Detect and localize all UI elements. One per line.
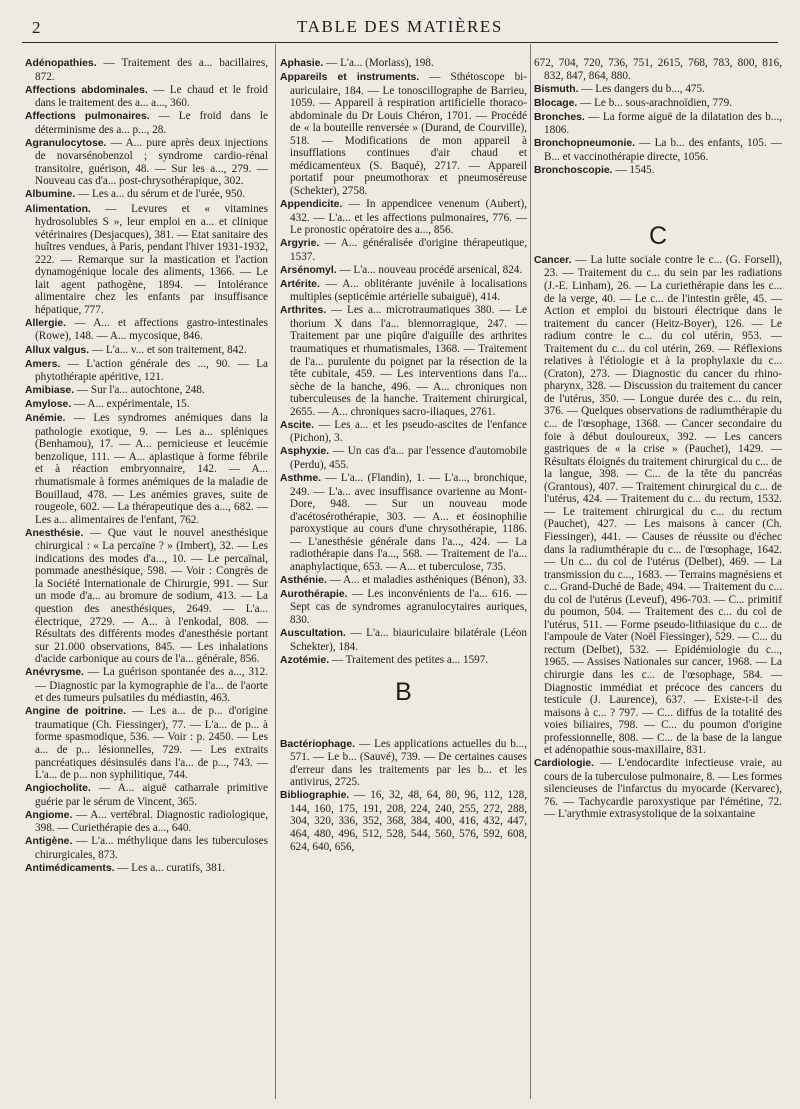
- entry-headword: Affections pulmonaires.: [25, 111, 150, 123]
- entry-text: — La b... des enfants, 105. — B... et vaccinothérapie directe, 1056.: [544, 137, 782, 163]
- entry-text: — Le b... sous-arachnoïdien, 779.: [577, 96, 733, 109]
- entry-text: — La forme aiguë de la dilatation des b..., 1806.: [544, 110, 782, 137]
- entry-text: — La lutte sociale contre le c... (G. Forsell), 23. — Traitement du c... du sein par les radiations (J.-E. Linham), 26. — La curiethérapie dans les c... de la verge, 40. — Le c... de l'intestin grêle, 45. — Action et emploi du bistouri électrique dans le traitement du cancer (Heitz-Boyer), 126. — Le radium contre le c... du col utérin, 953. — Traitement du c... du col utérin, 269. — Réflexions relatives à l'étiologie et à la prophylaxie du c... (Craton), 273. — Diagnostic du cancer du rhino-pharynx, 328. — Discussion du traitement du cancer de l'utérus, 350. — Longue durée des c... du rein, 376. — Quelques observations de radiumthérapie du c... de l'œsophage, 1368. — Cancer secondaire du foie à début douloureux, 392. — Les cancers gastriques de « la crise » (Pauchet), 1429. — Résultats éloignés du traitement chirurgical du c... de la langue, 398. — C... de la tête du pancréas (Grantous), 407. — Traitement chirurgical du c... de l'utérus, 424. — Traitement du c... du rectum, 1532. — Le traitement chirurgical du c... du rectum (Pauchet), 427. — Les maisons à cancer (Ch. Fiessinger), 441. — Causes de réussite ou d'échec dans la radiumthérapie du c... de l'œsophage, 1642. — Un c... du col de l'utérus (Delbet), 469. — La transmission du c..., 1683. — Terrains magnésiens et c... Grand-Duché de Bade, 494. — Traitement du c... du col de l'utérus (Leveuf), 496-703. — C... primitif du poumon, 504. — Traitement des c... du col de l'utérus, 511. — Forme pseudo-lithiasique du c... de l'ampoule de Vater (Noël Fiessinger), 529. — C... du rectum (Delbet), 532. — Epidémiologie du c..., 1965. — Assises Nationales sur cancer, 1968. — La chirurgie dans les c... de l'œsophage, 584. — Diagnostic immédiat et précoce des cancers du testicule (J. Laurence), 637. — Existe-t-il des maisons à c... ? 797. — C... diffus de la totalité des voies biliaires, 798. — C... du poumon d'origine professionnelle, 808. — C... de la base de la langue et adénopathie sous-maxillaire, 831.: [544, 253, 782, 757]
- entry-text: — L'a... nouveau procédé arsenical, 824.: [336, 263, 523, 276]
- entry-headword: Arsénomyl.: [280, 264, 337, 276]
- entry-headword: Bronchopneumonie.: [534, 138, 636, 150]
- entry-text: — Les applications actuelles du b..., 571. — Le b... (Sauvé), 739. — De certaines causes d'erreur dans les traitements par les b... et les antivirus, 2725.: [290, 737, 527, 789]
- entry-text: — L'endocardite infectieuse vraie, au cours de la tuberculose pulmonaire, 8. — Les formes silencieuses de l'infarctus du myocarde (Kervarec), 76. — Tachycardie paroxystique par l'émétine, 72. — L'arythmie extrasystolique de la soixantaine: [544, 757, 782, 821]
- entry-text: — Les inconvénients de l'a... 616. — Sept cas de syndromes agranulocytaires auriques, 830.: [290, 587, 527, 627]
- entry-text: — Sthétoscope bi-auriculaire, 184. — Le tonoscillographe de Barrieu, 1059. — Appareil à respiration artificielle thoraco-abdominale du Dr Louis Chéron, 1701. — Procédé de « la bouteille renversée » (Durand, de Courville), 518. — Modifications de mon appareil à insufflations continues d'air chaud et médicamenteux (S. Baqué), 2717. — Appareil portatif pour pneumothorax et pneumoséreuse (Schekter), 2758.: [290, 71, 527, 197]
- index-entry: [534, 757, 782, 821]
- entry-text: — A... oblitérante juvénile à localisations multiples (septicémie artérielle subaiguë), 414.: [290, 277, 527, 304]
- index-entry: [280, 627, 527, 653]
- entry-headword: Anémie.: [25, 413, 66, 425]
- index-entry: [280, 738, 527, 789]
- entry-text: — A... vertébral. Diagnostic radiologique, 398. — Curiethérapie des a..., 640.: [35, 808, 268, 835]
- index-entry: [534, 254, 782, 757]
- entry-text: — A... et affections gastro-intestinales (Rowe), 148. — A... mycosique, 846.: [35, 316, 268, 343]
- entry-headword: Bronchoscopie.: [534, 164, 613, 176]
- index-entry: [25, 527, 268, 666]
- entry-text: — Les a... du sérum et de l'urée, 950.: [75, 188, 246, 201]
- entry-headword: Auscultation.: [280, 628, 346, 640]
- entry-headword: Affections abdominales.: [25, 84, 148, 96]
- entry-headword: Anévrysme.: [25, 667, 84, 679]
- entry-headword: Ascite.: [280, 419, 315, 431]
- index-entry: [280, 264, 527, 278]
- entry-headword: Argyrie.: [280, 238, 320, 250]
- index-column-1: [25, 57, 268, 1097]
- entry-text: — In appendicee venenum (Aubert), 432. — L'a... et les affections pulmonaires, 776. — Le pronostic opératoire des a..., 856.: [290, 198, 527, 237]
- index-entry: [280, 472, 527, 573]
- entry-headword: Amylose.: [25, 399, 72, 411]
- entry-text: — L'action générale des ..., 90. — La phytothérapie apéritive, 121.: [35, 357, 268, 384]
- index-entry: [25, 398, 268, 412]
- entry-text: — A... et maladies asthéniques (Bénon), 33.: [326, 573, 527, 586]
- entry-headword: Albumine.: [25, 189, 76, 201]
- index-entry: [25, 384, 268, 398]
- entry-text: — Les syndromes anémiques dans la pathologie exotique, 9. — Les a... spléniques (Benhamou), 17. — A... pernicieuse et leucémie benzolique, 111. — A... aplastique à forme fébrile et à réaction embryonnaire, 142. — A... rhumatismale à formes anémiques de la maladie de Bouillaud, 478. — Les anémies graves, suite de rougeole, 602. — La thérapeutique des a..., 682. — Les a... alimentaires de l'enfant, 762.: [35, 412, 268, 526]
- entry-text: — 1545.: [612, 163, 655, 176]
- index-entry: [534, 137, 782, 163]
- entry-headword: Antimédicaments.: [25, 862, 115, 874]
- index-entry: [534, 97, 782, 111]
- entry-headword: Amibiase.: [25, 385, 75, 397]
- entry-headword: Anesthésie.: [25, 527, 84, 539]
- entry-headword: Allergie.: [25, 317, 66, 329]
- entry-headword: Angiocholite.: [25, 783, 91, 795]
- index-entry: [280, 789, 527, 853]
- index-entry: [25, 110, 268, 136]
- entry-headword: Bronches.: [534, 111, 585, 123]
- entry-text: — Traitement des a... bacillaires, 872.: [35, 57, 268, 83]
- index-entry: [280, 57, 527, 71]
- index-entry: [25, 84, 268, 110]
- index-entry: [25, 358, 268, 384]
- entry-headword: Amers.: [25, 358, 61, 370]
- entry-headword: Allux valgus.: [25, 344, 90, 356]
- index-entry: [280, 445, 527, 471]
- index-entry: [280, 237, 527, 263]
- index-entry: [25, 412, 268, 526]
- entry-headword: Appendicite.: [280, 199, 343, 211]
- page-number: 2: [32, 18, 41, 37]
- entry-headword: Aurothérapie.: [280, 588, 348, 600]
- column-divider: [275, 44, 276, 1099]
- index-entry: [280, 278, 527, 304]
- index-entry: [534, 164, 782, 178]
- entry-headword: Antigène.: [25, 836, 73, 848]
- entry-headword: Artérite.: [280, 278, 320, 290]
- entry-headword: Asthme.: [280, 473, 321, 484]
- index-entry: [25, 862, 268, 876]
- entry-text: — Un cas d'a... par l'essence d'automobile (Perdu), 455.: [290, 445, 527, 471]
- index-entry: [280, 304, 527, 418]
- entry-text: — 16, 32, 48, 64, 80, 96, 112, 128, 144, 160, 175, 191, 208, 224, 240, 255, 272, 288, 304, 320, 336, 352, 368, 384, 400, 416, 432, 447, 464, 480, 496, 512, 528, 544, 560, 576, 592, 608, 624, 640, 656,: [290, 789, 527, 853]
- index-entry: [534, 111, 782, 137]
- entry-headword: Alimentation.: [25, 203, 91, 215]
- entry-text: — A... pure après deux injections de novarsénobenzol ; syndrome cardio-rénal transitoire, guérison, 48. — Sur les a..., 279. — Nouveau cas d'a... post-chrysothérapique, 302.: [35, 136, 268, 188]
- index-entry: [25, 57, 268, 83]
- entry-headword: Asthénie.: [280, 574, 327, 586]
- index-entry: [280, 574, 527, 588]
- entry-headword: Blocage.: [534, 97, 578, 109]
- entry-text: — Les a... curatifs, 381.: [114, 861, 226, 874]
- entry-headword: Appareils et instruments.: [280, 72, 420, 84]
- index-entry: [25, 666, 268, 705]
- index-entry: [534, 57, 782, 82]
- page-header: [22, 14, 778, 43]
- entry-headword: Azotémie.: [280, 654, 330, 666]
- entry-headword: Bibliographie.: [280, 790, 350, 802]
- index-entry: [280, 71, 527, 197]
- index-entry: [25, 782, 268, 808]
- index-entry: [280, 654, 527, 668]
- entry-headword: Arthrites.: [280, 305, 327, 317]
- entry-text: — A... expérimentale, 15.: [71, 398, 190, 411]
- entry-headword: Angine de poitrine.: [25, 706, 126, 718]
- entry-text: — Les dangers du b..., 475.: [578, 82, 705, 95]
- index-entry: [280, 588, 527, 627]
- entry-text: — Levures et « vitamines hydrosolubles S », leur emploi en a... et clinique vétérinaires (Desjacques), 381. — Etat sanitaire des huîtres vendues, à Paris, pendant l'hiver 1931-1932, 222. — Remarque sur la mastication et l'action dynamogénique locale des aliments, 1366. — Le lait agent pathogène, 1894. — Intolérance alimentaire chez les enfants par insuffisance hépatique, 777.: [35, 202, 268, 316]
- index-column-3: [534, 57, 782, 1097]
- entry-headword: Bactériophage.: [280, 738, 356, 750]
- entry-headword: Agranulocytose.: [25, 137, 107, 149]
- entry-headword: Cardiologie.: [534, 758, 595, 770]
- index-entry: [25, 203, 268, 317]
- index-entry: [25, 705, 268, 781]
- section-letter-c: C: [648, 221, 668, 250]
- entry-text: — L'a... v... et son traitement, 842.: [89, 343, 247, 356]
- index-entry: [280, 419, 527, 445]
- index-entry: [25, 137, 268, 188]
- entry-headword: Bismuth.: [534, 83, 579, 95]
- entry-headword: Aphasie.: [280, 58, 324, 69]
- entry-text: 672, 704, 720, 736, 751, 2615, 768, 783, 800, 816, 832, 847, 864, 880.: [534, 57, 782, 82]
- entry-text: — L'a... méthylique dans les tuberculoses chirurgicales, 873.: [35, 835, 268, 861]
- entry-text: — A... généralisée d'origine thérapeutique, 1537.: [290, 237, 527, 263]
- entry-headword: Asphyxie.: [280, 446, 330, 458]
- index-entry: [25, 317, 268, 343]
- index-entry: [25, 835, 268, 861]
- index-entry: [25, 188, 268, 202]
- entry-text: — Les a... microtraumatiques 380. — Le thorium X dans l'a... blennorragique, 247. — Traitement par une piqûre d'aiguille des arthrites traumatiques et rhumatismales, 1368. — Traitement de l'a... purulente du poignet par la résection de la tête cubitale, 459. — Les interventions dans l'a... sèche de la hanche, 496. — A... chroniques non tuberculeuses de la hanche. Traitement chirurgical, 2655. — A... chroniques sacro-iliaques, 2761.: [290, 304, 527, 418]
- index-entry: [534, 83, 782, 97]
- page-title: TABLE DES MATIÈRES: [297, 17, 503, 36]
- index-entry: [25, 344, 268, 358]
- entry-text: — A... aiguë catharrale primitive guérie par le sérum de Vincent, 365.: [35, 782, 268, 808]
- entry-text: — Que vaut le nouvel anesthésique chirurgical : « La percaïne ? » (Imbert), 32. — Les indications des modes d'a..., 10. — Le percaïnal, pommade anesthésique, 598. — Voir : Congrès de la Société Internationale de Chirurgie, 991. — Sur un mode d'a... au bromure de sodium, 413. — La question des anesthésiques, 2649. — L'a... électrique, 2729. — A... à l'enkodal, 808. — Résultats des différents modes d'anesthésie portant sur 21.000 observations, 845. — Les inhalations d'acide carbonique au cours de l'a... générale, 856.: [35, 526, 268, 666]
- entry-text: — Les a... et les pseudo-ascites de l'enfance (Pichon), 3.: [290, 418, 527, 445]
- index-entry: [280, 198, 527, 237]
- entry-text: — L'a... (Morlass), 198.: [323, 57, 434, 69]
- index-column-2: [280, 57, 527, 1097]
- entry-headword: Adénopathies.: [25, 58, 97, 69]
- entry-text: — Le froid dans le déterminisme des a... p..., 28.: [35, 110, 268, 136]
- index-entry: [25, 809, 268, 835]
- entry-headword: Angiome.: [25, 809, 73, 821]
- section-letter-b: B: [395, 677, 412, 706]
- entry-text: — Traitement des petites a... 1597.: [329, 653, 489, 666]
- entry-text: — Le chaud et le froid dans le traitement des a... a..., 360.: [35, 83, 268, 110]
- entry-text: — L'a... (Flandin), 1. — L'a..., bronchique, 249. — L'a... avec insuffisance ovarienne au Mont-Dore, 948. — Sur un nouveau mode d'acétosérothérapie, 303. — A... et éosinophilie paroxystique au cours d'une chrysothérapie, 1186. — L'anesthésie générale dans l'a..., 424. — La radiothérapie dans l'a..., 568. — Traitement de l'a... anaphylactique, 653. — A... et tuberculose, 735.: [290, 472, 527, 573]
- entry-text: — Sur l'a... autochtone, 248.: [74, 384, 205, 397]
- entry-headword: Cancer.: [534, 254, 572, 266]
- entry-text: — La guérison spontanée des a..., 312. — Diagnostic par la kymographie de l'a... de l'aorte et des tumeurs pulsatiles du médiastin, 463.: [35, 666, 268, 705]
- column-divider: [530, 44, 531, 1099]
- entry-text: — Les a... de p... d'origine traumatique (Ch. Fiessinger), 77. — L'a... de p... à forme spasmodique, 536. — Voir : p. 2450. — Les a... de p... lésionnelles, 729. — Les extraits pancréatiques désinsulés dans l'a... de p..., 743. — L'a... de p... non syphilitique, 744.: [35, 705, 268, 782]
- entry-text: — L'a... biauriculaire bilatérale (Léon Schekter), 184.: [290, 627, 527, 653]
